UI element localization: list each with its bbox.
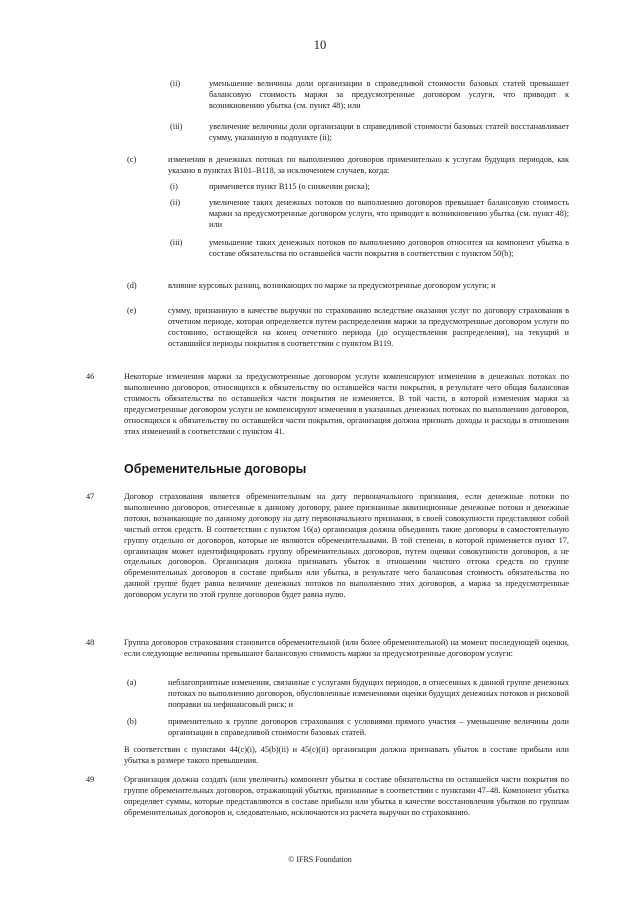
subitem-marker: (ii) [170, 79, 181, 88]
subitem-text: увеличение таких денежных потоков по выполнению договоров превышает балансовую стоимость маржи за предусмотренные договором услуги, что приводит к возникновению убытка (см. пункт 48); или [209, 198, 569, 229]
paragraph-number: 46 [86, 372, 95, 381]
list-item-text: изменения в денежных потоках по выполнению договоров применительно к услугам будущих периодов, как указано в пунктах B101–B118, за исключением случаев, когда: [168, 155, 569, 175]
subitem-text: уменьшение величины доли организации в справедливой стоимости базовых статей превышает балансовую стоимость маржи за предусмотренные договором услуги, что приводит к возникновению убытка (см. пункт 48); или [209, 79, 569, 110]
subitem-text: применяется пункт B115 (о снижении риска); [209, 182, 370, 191]
section-heading: Обременительные договоры [124, 462, 307, 476]
list-item-marker: (d) [127, 281, 137, 290]
list-item-text: неблагоприятные изменения, связанные с услугами будущих периодов, в отнесенных к данной группе денежных потоках по выполнению договоров, обусловленные изменениями оценки будущих денежных потоков и рисковой поправки на нефинансовый риск; и [168, 678, 569, 709]
subitem-text: уменьшение таких денежных потоков по выполнению договоров относится на компонент убытка в составе обязательства по оставшейся части покрытия в соответствии с пунктом 50(b); [209, 238, 569, 258]
page-number: 10 [313, 38, 327, 52]
paragraph-text: Группа договоров страхования становится обременительной (или более обременительной) на момент последующей оценки, если следующие величины превышают балансовую стоимость маржи за предусмотренные договором услуги: [124, 638, 569, 658]
paragraph-text: Организация должна создать (или увеличить) компонент убытка в составе обязательства по оставшейся части покрытия по группе обременительных договоров, отражающий убытки, признанные в соответствии с пунктами 47–48. Компонент убытка определяет суммы, которые представляются в составе прибыли или убытка в качестве восстановления убытков по группам обременительных договоров и, следовательно, исключаются из расчета выручки по страхованию. [124, 775, 569, 817]
paragraph-text: В соответствии с пунктами 44(c)(i), 45(b)(ii) и 45(c)(ii) организация должна признавать убыток в составе прибыли или убытка в размере такого превышения. [124, 745, 569, 765]
paragraph-number: 48 [86, 638, 95, 647]
list-item-marker: (c) [127, 155, 137, 164]
list-item-marker: (e) [127, 306, 137, 315]
paragraph-number: 47 [86, 492, 95, 501]
subitem-text: увеличение величины доли организации в справедливой стоимости базовых статей восстанавливает сумму, указанную в подпункте (ii); [209, 122, 569, 142]
footer-copyright: © IFRS Foundation [288, 855, 352, 864]
subitem-marker: (iii) [170, 238, 183, 247]
subitem-marker: (iii) [170, 122, 183, 131]
list-item-text: влияние курсовых разниц, возникающих по марже за предусмотренные договором услуги; и [168, 281, 496, 290]
paragraph-number: 49 [86, 775, 95, 784]
list-item-text: сумму, признанную в качестве выручки по страхованию вследствие оказания услуг по договору страхования в отчетном периоде, которая определяется путем распределения маржи за предусмотренные договором услуги по состоянию, остающейся на конец отчетного периода (до осуществления распределения), на текущий и оставшийся периоды покрытия в соответствии с пунктом B119. [168, 306, 569, 348]
paragraph-text: Договор страхования является обременительным на дату первоначального признания, если денежные потоки по выполнению договоров, отнесенные к данному договору, ранее признанные аквизиционные денежные потоки и денежные потоки, возникающие по данному договору на дату первоначального признания, в своей совокупности представляют собой чистый отток средств. В соответствии с пунктом 16(a) организация должна объединить такие договоры в самостоятельную группу отдельно от договоров, которые не являются обременительными. В той степени, в которой применяется пункт 17, организация может идентифицировать группу обременительных договоров, путем оценки совокупности договоров, а не отдельных договоров. Организация должна признавать убыток в отношении чистого оттока средств по группе обременительных договоров в составе прибыли или убытка, в результате чего балансовая стоимость обязательства по данной группе будет равна величине денежных потоков по выполнению этих договоров, а маржа за предусмотренные договором услуги по этой группе договоров будет равна нулю. [124, 492, 569, 600]
subitem-marker: (ii) [170, 198, 181, 207]
list-item-marker: (b) [127, 717, 137, 726]
paragraph-text: Некоторые изменения маржи за предусмотренные договором услуги компенсируют изменения в денежных потоках по выполнению договоров, относящихся к обязательству по оставшейся части покрытия, в результате чего общая балансовая стоимость обязательства по оставшейся части покрытия не изменяется. В той части, в которой изменения маржи за предусмотренные договором услуги не компенсируют изменения в указанных денежных потоках по выполнению договоров, относящихся к обязательству по оставшейся части покрытия, организация должна признать доходы и расходы в отношении этих изменений в соответствии с пунктом 41. [124, 372, 569, 436]
subitem-marker: (i) [170, 182, 178, 191]
list-item-text: применительно к группе договоров страхования с условиями прямого участия – уменьшение величины доли организации в справедливой стоимости базовых статей. [168, 717, 569, 737]
list-item-marker: (a) [127, 678, 137, 687]
